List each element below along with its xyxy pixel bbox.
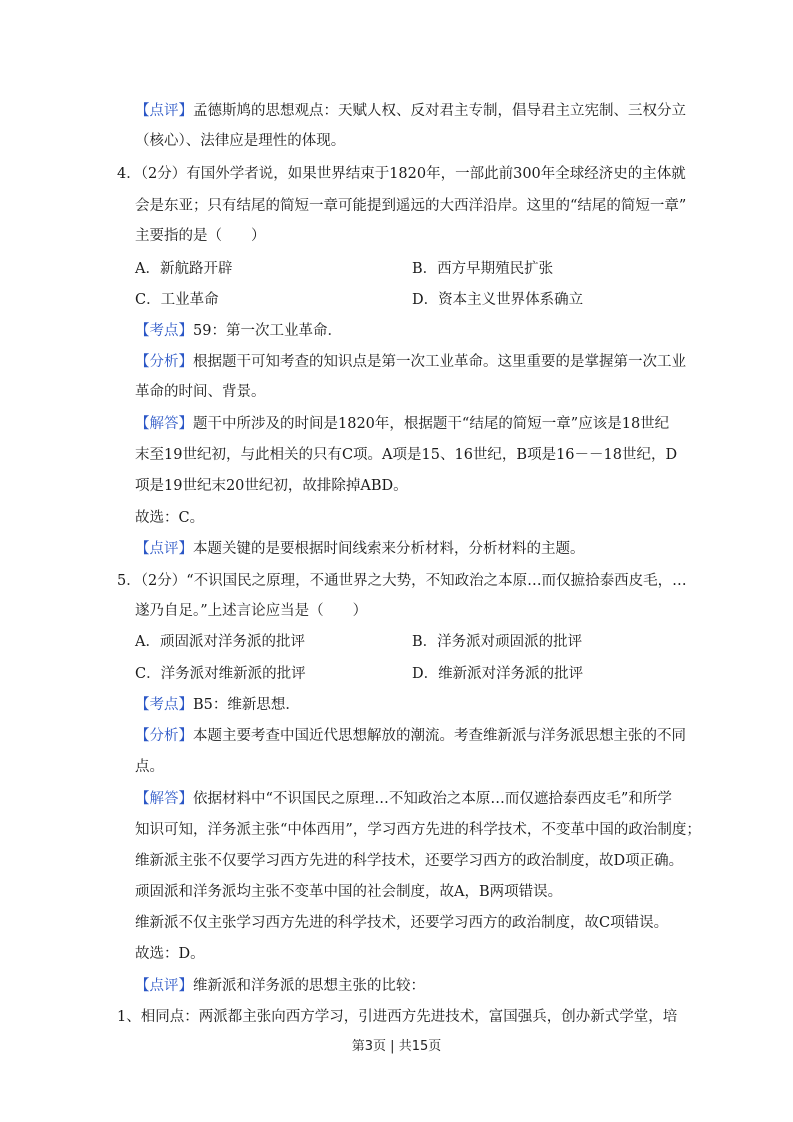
q5-analysis-line1: 【分析】本题主要考查中国近代思想解放的潮流。考查维新派与洋务派思想主张的不同 [135,728,686,744]
q4-stem-line3: 主要指的是（ ） [135,228,266,244]
q4-answer-line3: 项是19世纪末20世纪初，故排除掉ABD。 [135,478,408,494]
analysis-tag: 【分析】 [135,354,193,370]
q5-analysis-line2: 点。 [135,759,164,775]
q5-option-b: B．洋务派对顽固派的批评 [412,634,583,650]
q5-answer-line2: 知识可知，洋务派主张“中体西用”，学习西方先进的科学技术，不变革中国的政治制度； [135,822,701,838]
q3-comment-line2: （核心）、法律应是理性的体现。 [135,133,346,149]
q5-option-c: C．洋务派对维新派的批评 [135,666,306,682]
footer-separator: | [390,1039,395,1054]
q4-analysis-line1: 【分析】根据题干可知考查的知识点是第一次工业革命。这里重要的是掌握第一次工业 [135,354,686,370]
q4-point: 【考点】59：第一次工业革命． [135,323,342,339]
comment-tag: 【点评】 [135,978,193,994]
q4-choice: 故选：C。 [135,510,205,526]
analysis-tag: 【分析】 [135,728,193,744]
q4-analysis-line2: 革命的时间、背景。 [135,384,266,400]
q4-comment: 【点评】本题关键的是要根据时间线索来分析材料，分析材料的主题。 [135,541,585,557]
total-pages: 共15页 [398,1039,442,1054]
q4-option-b: B．西方早期殖民扩张 [412,261,554,277]
comment-tag: 【点评】 [135,541,193,557]
q5-option-a: A．顽固派对洋务派的批评 [135,634,305,650]
q4-stem-line1: 4．（2分）有国外学者说，如果世界结束于1820年，一部此前300年全球经济史的主体就 [117,166,686,182]
q5-answer-line5: 维新派不仅主张学习西方先进的科学技术，还要学习西方的政治制度，故C项错误。 [135,915,669,931]
page-number: 第3页 [351,1039,387,1054]
q5-stem-line1: 5．（2分）“不识国民之原理，不通世界之大势，不知政治之本原…而仅摭拾泰西皮毛，… [117,573,687,589]
q4-stem-line2: 会是东亚；只有结尾的简短一章可能提到遥远的大西洋沿岸。这里的“结尾的简短一章” [135,198,687,214]
comment-tag: 【点评】 [135,103,193,119]
q5-answer-line1: 【解答】依据材料中“不识国民之原理…不知政治之本原…而仅遮拾泰西皮毛”和所学 [135,791,672,807]
q4-answer-line2: 末至19世纪初，与此相关的只有C项。A项是15、16世纪，B项是16－－18世纪，D [135,447,678,463]
point-tag: 【考点】 [135,323,193,339]
q5-stem-line2: 遂乃自足。”上述言论应当是（ ） [135,603,368,619]
q3-comment-line1: 【点评】孟德斯鸠的思想观点：天赋人权、反对君主专制，倡导君主立宪制、三权分立 [135,103,686,119]
point-tag: 【考点】 [135,697,193,713]
answer-tag: 【解答】 [135,416,193,432]
q5-option-d: D．维新派对洋务派的批评 [412,666,584,682]
q5-point: 【考点】B5：维新思想． [135,697,300,713]
q4-option-c: C．工业革命 [135,292,219,308]
q4-option-a: A．新航路开辟 [135,261,233,277]
answer-tag: 【解答】 [135,791,193,807]
q5-choice: 故选：D。 [135,946,205,962]
q5-answer-line4: 顽固派和洋务派均主张不变革中国的社会制度，故A，B两项错误。 [135,884,563,900]
q5-answer-line3: 维新派主张不仅要学习西方先进的科学技术，还要学习西方的政治制度，故D项正确。 [135,853,684,869]
q5-comment: 【点评】维新派和洋务派的思想主张的比较： [135,978,425,994]
q5-comment-item1: 1、相同点：两派都主张向西方学习，引进西方先进技术，富国强兵，创办新式学堂，培 [117,1009,678,1025]
page-footer [0,1038,793,1056]
q4-answer-line1: 【解答】题干中所涉及的时间是1820年，根据题干“结尾的简短一章”应该是18世纪 [135,416,670,432]
q4-option-d: D．资本主义世界体系确立 [412,292,584,308]
